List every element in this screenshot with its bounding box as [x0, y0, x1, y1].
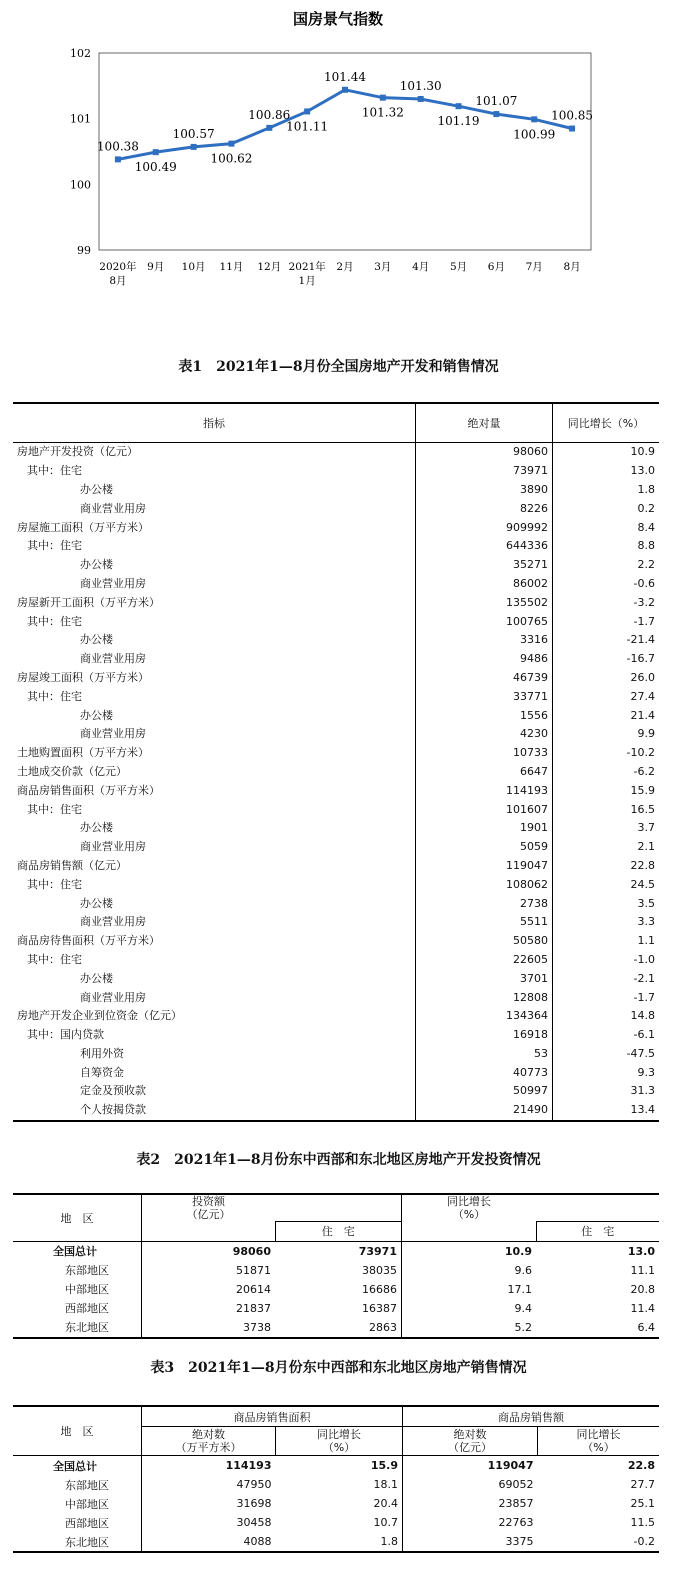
data-label: 100.38 — [96, 139, 139, 154]
table2-residential: 38035 — [275, 1261, 402, 1280]
table1-row — [13, 650, 659, 669]
table1-indicator: 自筹资金 — [13, 1063, 416, 1082]
table1-absolute: 86002 — [416, 575, 553, 594]
table3-sales-abs-label: 绝对数 — [453, 1428, 487, 1441]
table3-region: 中部地区 — [13, 1494, 142, 1513]
table3-sales: 23857 — [498, 1497, 534, 1510]
table1-row — [13, 951, 659, 970]
table1-row — [13, 1101, 659, 1121]
table3-sales-growth: 27.7 — [630, 1478, 655, 1491]
table1-indicator: 土地成交价款（亿元） — [13, 763, 416, 782]
table1-header-absolute: 绝对量 — [416, 403, 553, 443]
table2-residential: 73971 — [275, 1241, 402, 1261]
table1-row — [13, 894, 659, 913]
table2-residential: 16387 — [275, 1299, 402, 1318]
table1-row — [13, 556, 659, 575]
table1-indicator: 商业营业用房 — [13, 913, 416, 932]
table3-row — [13, 1456, 659, 1476]
table1-row — [13, 1026, 659, 1045]
table1-absolute: 135502 — [416, 593, 553, 612]
table3 — [13, 1405, 659, 1553]
data-label: 101.11 — [286, 119, 329, 134]
table1-growth: -2.1 — [633, 971, 655, 985]
table1-absolute: 22605 — [416, 951, 553, 970]
x-tick-label: 8月 — [109, 275, 127, 287]
table1-growth: 8.4 — [637, 520, 655, 534]
table3-area-growth-label: 同比增长 — [317, 1428, 361, 1441]
table1-absolute: 108062 — [416, 875, 553, 894]
table1-indicator: 办公楼 — [13, 894, 416, 913]
x-tick-label: 6月 — [487, 261, 505, 273]
table1-indicator: 房地产开发投资（亿元） — [13, 443, 416, 462]
table1-growth: 1.8 — [637, 482, 655, 496]
table2-header-region: 地 区 — [13, 1194, 142, 1241]
table1-indicator: 房屋新开工面积（万平方米） — [13, 593, 416, 612]
table1-indicator: 房屋竣工面积（万平方米） — [13, 669, 416, 688]
table2-header-residential: 住 宅 — [275, 1221, 402, 1241]
data-point — [380, 95, 386, 101]
table1-growth: -47.5 — [626, 1046, 655, 1060]
table1-row — [13, 744, 659, 763]
table3-sales-growth-unit: （%） — [582, 1441, 615, 1454]
x-tick-label: 1月 — [298, 275, 316, 287]
data-point — [191, 144, 197, 150]
table3-header-sales-abs — [403, 1427, 538, 1456]
table1-growth: -3.2 — [633, 595, 655, 609]
table1-row — [13, 481, 659, 500]
table1-row — [13, 443, 659, 462]
table1-indicator: 其中：住宅 — [13, 951, 416, 970]
x-tick-label: 3月 — [374, 261, 392, 273]
table3-area-growth: 18.1 — [276, 1475, 403, 1494]
table2-invest: 51871 — [236, 1263, 271, 1277]
table1-row — [13, 1045, 659, 1064]
table1-growth: 13.4 — [630, 1103, 655, 1117]
table3-header-area-growth — [276, 1427, 403, 1456]
x-tick-label: 2月 — [336, 261, 354, 273]
data-label: 101.19 — [437, 114, 480, 129]
table1-row — [13, 518, 659, 537]
table1-growth: 13.0 — [630, 464, 655, 478]
table1-absolute: 100765 — [416, 612, 553, 631]
table1-row — [13, 988, 659, 1007]
data-point — [266, 125, 272, 131]
data-point — [531, 116, 537, 122]
table1-row — [13, 932, 659, 951]
table1-growth: 14.8 — [630, 1009, 655, 1023]
table1-growth: 22.8 — [630, 858, 655, 872]
table1-row — [13, 763, 659, 782]
table3-area: 114193 — [225, 1459, 272, 1472]
table1-absolute: 35271 — [416, 556, 553, 575]
table3-sales-growth: 25.1 — [630, 1497, 655, 1510]
data-point — [153, 149, 159, 155]
table2-residential-growth: 11.1 — [630, 1263, 655, 1277]
data-point — [228, 141, 234, 147]
table1-absolute: 3701 — [416, 969, 553, 988]
table3-sales-growth: 11.5 — [630, 1516, 655, 1529]
table2-row — [13, 1280, 659, 1299]
table1-indicator: 其中：国内贷款 — [13, 1026, 416, 1045]
x-tick-label: 2020年 — [99, 261, 137, 273]
table1-indicator: 商品房待售面积（万平方米） — [13, 932, 416, 951]
data-label: 100.85 — [551, 108, 594, 123]
table3-area-growth: 10.7 — [276, 1513, 403, 1532]
table1-absolute: 98060 — [416, 443, 553, 462]
table1-growth: -21.4 — [626, 633, 655, 647]
table1-growth: -16.7 — [626, 652, 655, 666]
table1-indicator: 办公楼 — [13, 969, 416, 988]
table3-sales-growth: -0.2 — [633, 1535, 655, 1548]
x-tick-label: 9月 — [147, 261, 165, 273]
x-tick-label: 10月 — [181, 261, 206, 273]
table1-growth: 26.0 — [630, 670, 655, 684]
table1-growth: 9.3 — [637, 1065, 655, 1079]
table1-absolute: 6647 — [416, 763, 553, 782]
table1-absolute: 909992 — [416, 518, 553, 537]
data-label: 101.32 — [361, 105, 404, 120]
table1-indicator: 商业营业用房 — [13, 725, 416, 744]
table1-absolute: 33771 — [416, 687, 553, 706]
data-label: 100.99 — [513, 127, 556, 142]
table1-growth: 8.8 — [637, 539, 655, 553]
table1-header-indicator: 指标 — [13, 403, 416, 443]
x-tick-label: 12月 — [257, 261, 282, 273]
table3-header-sales: 商品房销售额 — [403, 1406, 660, 1427]
table1-indicator: 商业营业用房 — [13, 988, 416, 1007]
table2-growth: 10.9 — [504, 1244, 532, 1258]
table2-residential: 2863 — [275, 1318, 402, 1338]
chart-title: 国房景气指数 — [292, 10, 384, 28]
table1-indicator: 商业营业用房 — [13, 575, 416, 594]
data-point — [569, 126, 575, 132]
table1-row — [13, 875, 659, 894]
data-label: 101.44 — [324, 69, 366, 84]
table1-absolute: 644336 — [416, 537, 553, 556]
table2-row — [13, 1241, 659, 1261]
table1-row — [13, 781, 659, 800]
table2-residential: 16686 — [275, 1280, 402, 1299]
table1-indicator: 其中：住宅 — [13, 612, 416, 631]
table1-indicator: 其中：住宅 — [13, 800, 416, 819]
table1-absolute: 46739 — [416, 669, 553, 688]
table1-absolute: 134364 — [416, 1007, 553, 1026]
table1-growth: 24.5 — [630, 877, 655, 891]
table2-invest-label: 投资额 — [192, 1195, 225, 1208]
table2-invest-unit: （亿元） — [186, 1208, 231, 1221]
table3-sales: 69052 — [498, 1478, 534, 1491]
table1-row — [13, 669, 659, 688]
table1-growth: -1.7 — [633, 990, 655, 1004]
table1-growth: -6.1 — [633, 1028, 655, 1042]
table2 — [13, 1193, 659, 1339]
data-point — [456, 103, 462, 109]
table3-area-unit: （万平方米） — [175, 1441, 242, 1454]
table1-indicator: 利用外资 — [13, 1045, 416, 1064]
table1-row — [13, 499, 659, 518]
table2-invest: 21837 — [236, 1301, 271, 1315]
table1-absolute: 40773 — [416, 1063, 553, 1082]
table1-absolute: 8226 — [416, 499, 553, 518]
table2-growth: 9.6 — [514, 1263, 532, 1277]
table1-indicator: 房地产开发企业到位资金（亿元） — [13, 1007, 416, 1026]
table1-row — [13, 612, 659, 631]
table3-region: 全国总计 — [13, 1456, 142, 1476]
table2-growth-label: 同比增长 — [447, 1195, 491, 1208]
table1-indicator: 办公楼 — [13, 481, 416, 500]
table1-indicator: 商品房销售面积（万平方米） — [13, 781, 416, 800]
y-tick-label: 99 — [77, 244, 91, 257]
table3-area: 47950 — [236, 1478, 272, 1491]
table3-sales-unit: （亿元） — [448, 1441, 492, 1454]
table1-absolute: 5511 — [416, 913, 553, 932]
table1-title: 表1 2021年1—8月份全国房地产开发和销售情况 — [178, 359, 499, 375]
table1 — [13, 402, 659, 1122]
table1-row — [13, 819, 659, 838]
table1-row — [13, 969, 659, 988]
table3-sales: 22763 — [498, 1516, 534, 1529]
table3-region: 东北地区 — [13, 1532, 142, 1552]
table2-title: 表2 2021年1—8月份东中西部和东北地区房地产开发投资情况 — [136, 1152, 541, 1168]
table3-area: 30458 — [236, 1516, 272, 1529]
table2-region: 全国总计 — [13, 1241, 142, 1261]
table1-row — [13, 725, 659, 744]
table1-growth: 3.7 — [637, 821, 655, 835]
table1-row — [13, 687, 659, 706]
table1-row — [13, 913, 659, 932]
table1-row — [13, 857, 659, 876]
data-label: 100.86 — [248, 107, 291, 122]
table3-header-region: 地 区 — [13, 1406, 142, 1456]
table3-area-growth: 1.8 — [276, 1532, 403, 1552]
table1-growth: 3.3 — [637, 915, 655, 929]
table1-indicator: 商品房销售额（亿元） — [13, 857, 416, 876]
table3-area-abs-label: 绝对数 — [192, 1428, 225, 1441]
table2-header-growth — [402, 1194, 537, 1221]
table1-row — [13, 1063, 659, 1082]
table3-sales-growth-label: 同比增长 — [576, 1428, 621, 1441]
table3-sales: 119047 — [487, 1459, 534, 1472]
table3-header-area-abs — [142, 1427, 276, 1456]
table2-row — [13, 1261, 659, 1280]
table2-region: 西部地区 — [13, 1299, 142, 1318]
table1-growth: -10.2 — [626, 746, 655, 760]
data-label: 100.62 — [210, 151, 253, 166]
table1-growth: 31.3 — [630, 1084, 655, 1098]
table2-growth: 9.4 — [514, 1301, 532, 1315]
table1-growth: 27.4 — [630, 689, 655, 703]
table3-area: 4088 — [243, 1535, 272, 1548]
table1-row — [13, 593, 659, 612]
table1-indicator: 办公楼 — [13, 819, 416, 838]
table1-indicator: 其中：住宅 — [13, 875, 416, 894]
table1-absolute: 50997 — [416, 1082, 553, 1101]
table1-row — [13, 1082, 659, 1101]
table1-header-growth: 同比增长（%） — [553, 403, 660, 443]
table1-indicator: 房屋施工面积（万平方米） — [13, 518, 416, 537]
table1-row — [13, 706, 659, 725]
table1-absolute: 53 — [416, 1045, 553, 1064]
table1-indicator: 其中：住宅 — [13, 537, 416, 556]
table1-growth: -1.0 — [633, 952, 655, 966]
table3-row — [13, 1494, 659, 1513]
table1-row — [13, 462, 659, 481]
table1-absolute: 4230 — [416, 725, 553, 744]
table1-indicator: 办公楼 — [13, 631, 416, 650]
table1-absolute: 10733 — [416, 744, 553, 763]
table2-residential-growth: 13.0 — [627, 1244, 655, 1258]
table1-indicator: 商业营业用房 — [13, 838, 416, 857]
table3-title: 表3 2021年1—8月份东中西部和东北地区房地产销售情况 — [150, 1360, 527, 1376]
table1-growth: 1.1 — [637, 934, 655, 948]
data-label: 100.49 — [134, 160, 177, 175]
table2-header-residential-growth: 住 宅 — [536, 1221, 659, 1241]
table3-header-area: 商品房销售面积 — [142, 1406, 403, 1427]
table1-row — [13, 838, 659, 857]
table1-absolute: 1556 — [416, 706, 553, 725]
table1-absolute: 3890 — [416, 481, 553, 500]
table1-growth: 3.5 — [637, 896, 655, 910]
table2-residential-growth: 6.4 — [637, 1320, 655, 1334]
x-tick-label: 11月 — [219, 261, 244, 273]
table2-row — [13, 1299, 659, 1318]
table2-region: 东部地区 — [13, 1261, 142, 1280]
y-tick-label: 100 — [70, 178, 91, 192]
table1-absolute: 3316 — [416, 631, 553, 650]
x-tick-label: 2021年 — [288, 261, 326, 273]
table2-residential-growth: 20.8 — [630, 1282, 655, 1296]
table2-header-invest — [142, 1194, 276, 1221]
table3-region: 西部地区 — [13, 1513, 142, 1532]
table2-growth-unit: （%） — [452, 1208, 486, 1221]
x-tick-label: 5月 — [449, 261, 468, 273]
table1-growth: 10.9 — [630, 445, 655, 459]
table1-growth: -0.6 — [633, 576, 655, 590]
table1-absolute: 73971 — [416, 462, 553, 481]
table1-absolute: 5059 — [416, 838, 553, 857]
table3-row — [13, 1475, 659, 1494]
table1-growth: -6.2 — [633, 764, 655, 778]
table2-invest: 20614 — [236, 1282, 271, 1296]
data-point — [342, 87, 348, 93]
table1-indicator: 其中：住宅 — [13, 687, 416, 706]
table1-absolute: 119047 — [416, 857, 553, 876]
table1-row — [13, 1007, 659, 1026]
table1-row — [13, 631, 659, 650]
table1-indicator: 定金及预收款 — [13, 1082, 416, 1101]
table1-row — [13, 800, 659, 819]
data-label: 101.07 — [475, 94, 518, 109]
table3-region: 东部地区 — [13, 1475, 142, 1494]
table1-growth: 21.4 — [630, 708, 655, 722]
x-tick-label: 7月 — [525, 261, 543, 273]
table1-indicator: 商业营业用房 — [13, 499, 416, 518]
table1-indicator: 个人按揭贷款 — [13, 1101, 416, 1121]
x-tick-label: 8月 — [563, 261, 581, 273]
table1-growth: 2.2 — [637, 558, 655, 572]
table1-absolute: 21490 — [416, 1101, 553, 1121]
data-point — [493, 111, 499, 117]
table1-absolute: 101607 — [416, 800, 553, 819]
table2-region: 东北地区 — [13, 1318, 142, 1338]
table1-absolute: 12808 — [416, 988, 553, 1007]
table1-absolute: 50580 — [416, 932, 553, 951]
table2-growth: 5.2 — [514, 1320, 532, 1334]
table1-indicator: 其中：住宅 — [13, 462, 416, 481]
table2-growth: 17.1 — [507, 1282, 532, 1296]
table1-absolute: 16918 — [416, 1026, 553, 1045]
x-tick-label: 4月 — [412, 261, 430, 273]
table3-area-growth: 15.9 — [276, 1456, 403, 1476]
data-label: 101.30 — [399, 78, 442, 93]
table3-row — [13, 1532, 659, 1552]
table3-header-sales-growth — [538, 1427, 660, 1456]
table3-area: 31698 — [236, 1497, 272, 1510]
table1-absolute: 9486 — [416, 650, 553, 669]
table3-sales: 3375 — [505, 1535, 534, 1548]
table1-absolute: 2738 — [416, 894, 553, 913]
table1-growth: 2.1 — [637, 840, 655, 854]
table1-indicator: 办公楼 — [13, 556, 416, 575]
table2-row — [13, 1318, 659, 1338]
data-point — [115, 156, 121, 162]
table3-row — [13, 1513, 659, 1532]
table1-row — [13, 575, 659, 594]
table1-indicator: 土地购置面积（万平方米） — [13, 744, 416, 763]
table2-invest: 98060 — [232, 1244, 271, 1258]
table2-residential-growth: 11.4 — [630, 1301, 655, 1315]
table3-area-growth: 20.4 — [276, 1494, 403, 1513]
table2-region: 中部地区 — [13, 1280, 142, 1299]
data-point — [418, 96, 424, 102]
table1-growth: 9.9 — [637, 727, 655, 741]
table2-invest: 3738 — [243, 1320, 271, 1334]
table1-growth: 0.2 — [637, 501, 655, 515]
y-tick-label: 101 — [70, 112, 91, 126]
y-tick-label: 102 — [70, 47, 91, 60]
table1-growth: 15.9 — [630, 783, 655, 797]
table3-area-growth-unit: （%） — [322, 1441, 356, 1454]
data-label: 100.57 — [172, 126, 215, 141]
table1-indicator: 商业营业用房 — [13, 650, 416, 669]
data-point — [304, 108, 310, 114]
table1-absolute: 114193 — [416, 781, 553, 800]
table1-growth: -1.7 — [633, 614, 655, 628]
table1-indicator: 办公楼 — [13, 706, 416, 725]
table1-absolute: 1901 — [416, 819, 553, 838]
table3-sales-growth: 22.8 — [627, 1459, 655, 1472]
index-line-chart — [0, 0, 677, 300]
table1-row — [13, 537, 659, 556]
table1-growth: 16.5 — [630, 802, 655, 816]
